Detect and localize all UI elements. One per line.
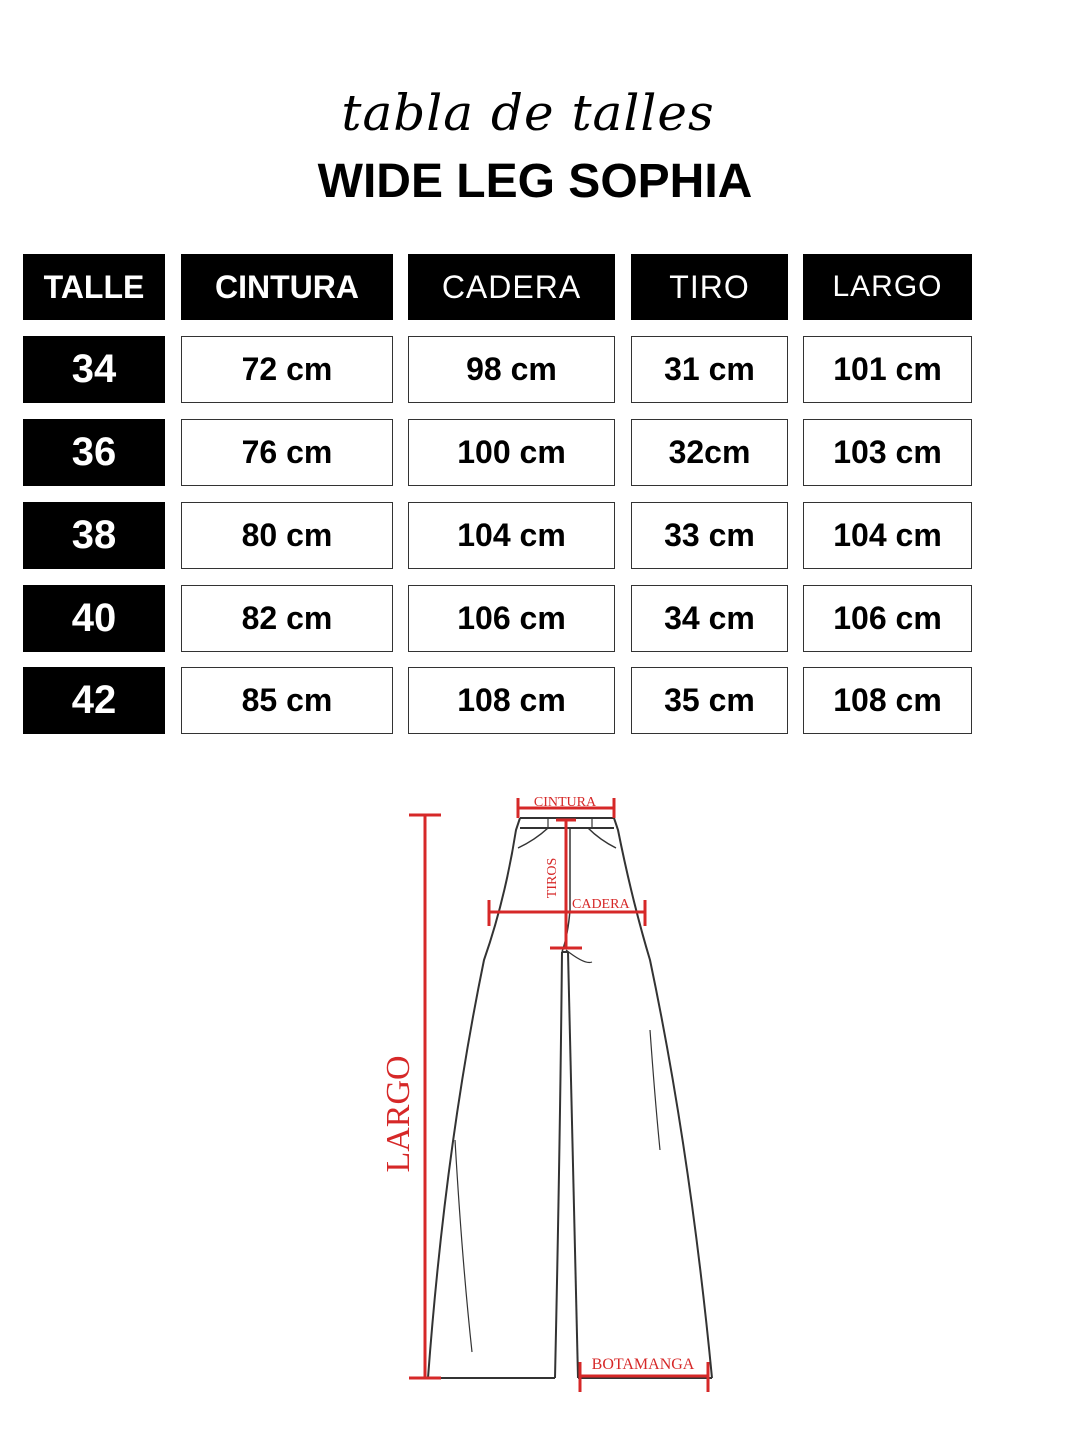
cintura-value: 76 cm — [181, 419, 393, 486]
cadera-value: 98 cm — [408, 336, 615, 403]
botamanga-label: BOTAMANGA — [591, 1356, 695, 1373]
column-header-cintura: CINTURA — [181, 254, 393, 320]
cadera-value: 108 cm — [408, 667, 615, 734]
tiro-value: 33 cm — [631, 502, 788, 569]
pants-outline — [428, 818, 712, 1378]
tiro-value: 34 cm — [631, 585, 788, 652]
largo-value: 108 cm — [803, 667, 972, 734]
cadera-label: CADERA — [572, 897, 630, 912]
page-title: WIDE LEG SOPHIA — [317, 155, 753, 208]
column-header-tiro: TIRO — [631, 254, 788, 320]
cadera-value: 106 cm — [408, 585, 615, 652]
size-label: 38 — [23, 502, 165, 569]
largo-value: 106 cm — [803, 585, 972, 652]
column-header-cadera: CADERA — [408, 254, 615, 320]
tiro-value: 32cm — [631, 419, 788, 486]
cintura-value: 72 cm — [181, 336, 393, 403]
column-header-talle: TALLE — [23, 254, 165, 320]
cintura-value: 80 cm — [181, 502, 393, 569]
size-label: 40 — [23, 585, 165, 652]
cadera-value: 104 cm — [408, 502, 615, 569]
tiros-label: TIROS — [545, 857, 560, 899]
largo-label: LARGO — [380, 1055, 417, 1173]
tiro-value: 35 cm — [631, 667, 788, 734]
cintura-value: 82 cm — [181, 585, 393, 652]
size-label: 34 — [23, 336, 165, 403]
size-label: 42 — [23, 667, 165, 734]
subtitle-script: tabla de talles — [341, 84, 715, 142]
largo-value: 101 cm — [803, 336, 972, 403]
tiro-value: 31 cm — [631, 336, 788, 403]
size-label: 36 — [23, 419, 165, 486]
cintura-label: CINTURA — [533, 795, 597, 810]
column-header-largo: LARGO — [803, 254, 972, 320]
pants-measurement-diagram — [0, 780, 1080, 1420]
cintura-value: 85 cm — [181, 667, 393, 734]
largo-value: 104 cm — [803, 502, 972, 569]
cadera-value: 100 cm — [408, 419, 615, 486]
measurement-labels — [380, 795, 695, 1373]
largo-value: 103 cm — [803, 419, 972, 486]
